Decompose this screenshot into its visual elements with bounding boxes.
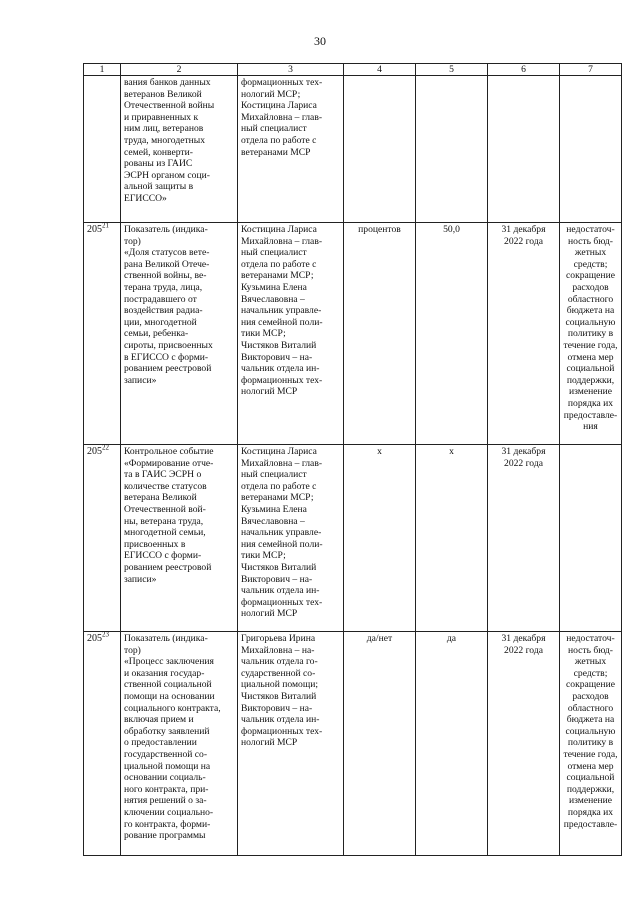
row-number: $205^{22}$ <box>84 445 121 632</box>
table-row <box>84 445 622 632</box>
measure-name: Показатель (индика- тор) «Доля статусов вете- рана Великой Отече- ственной войны, ве- терана труда, лица, пострадавшего от воздействия радиа- ции, многодетной семьи, ребенка- сироты, присвоенных в ЕГИССО с форми- рованием реестровой записи» <box>121 223 238 445</box>
deadline-cell: 31 декабря 2022 года <box>488 445 560 632</box>
deadline-cell: 31 декабря 2022 года <box>488 632 560 856</box>
responsible-person: Костицина Лариса Михайловна – глав- ный специалист отдела по работе с ветеранами МСР; Кузьмина Елена Вячеславовна – начальник управле- ния семейной поли- тики МСР; Чистяков Виталий Викторович – на- чальник отдела ин- формационных тех- нологий МСР <box>238 223 344 445</box>
value-cell: x <box>416 445 488 632</box>
unit-cell: процентов <box>344 223 416 445</box>
row-number <box>84 76 121 223</box>
unit-cell: x <box>344 445 416 632</box>
plan-table <box>83 63 622 856</box>
column-header: 6 <box>488 64 560 76</box>
column-header: 2 <box>121 64 238 76</box>
row-number: $205^{21}$ <box>84 223 121 445</box>
risks-cell: недостаточ- ность бюд- жетных средств; сокращение расходов областного бюджета на социальную политику в течение года, отмена мер социальной поддержки, изменение порядка их предоставле- ния <box>560 223 622 445</box>
unit-cell <box>344 76 416 223</box>
responsible-person: Григорьева Ирина Михайловна – на- чальник отдела го- сударственной со- циальной помощи; Чистяков Виталий Викторович – на- чальник отдела ин- формационных тех- нологий МСР <box>238 632 344 856</box>
table-row <box>84 76 622 223</box>
value-cell: 50,0 <box>416 223 488 445</box>
value-cell: да <box>416 632 488 856</box>
risks-cell <box>560 76 622 223</box>
page-number: 30 <box>314 34 326 48</box>
column-header: 4 <box>344 64 416 76</box>
measure-name: Показатель (индика- тор) «Процесс заключения и оказания государ- ственной социальной помощи на основании социального контракта, включая прием и обработку заявлений о предоставлении государственной со- циальной помощи на основании социаль- ного контракта, при- нятия решений о за- ключении социально- го контракта, форми- рование программы <box>121 632 238 856</box>
column-header: 1 <box>84 64 121 76</box>
unit-cell: да/нет <box>344 632 416 856</box>
risks-cell <box>560 445 622 632</box>
responsible-person: Костицина Лариса Михайловна – глав- ный специалист отдела по работе с ветеранами МСР; Кузьмина Елена Вячеславовна – начальник управле- ния семейной поли- тики МСР; Чистяков Виталий Викторович – на- чальник отдела ин- формационных тех- нологий МСР <box>238 445 344 632</box>
column-header: 7 <box>560 64 622 76</box>
header-row <box>84 64 622 76</box>
row-number: $205^{23}$ <box>84 632 121 856</box>
column-header: 3 <box>238 64 344 76</box>
measure-name: Контрольное событие «Формирование отче- та в ГАИС ЭСРН о количестве статусов ветерана Великой Отечественной вой- ны, ветерана труда, многодетной семьи, присвоенных в ЕГИССО с форми- рованием реестровой записи» <box>121 445 238 632</box>
responsible-person: формационных тех- нологий МСР; Костицина Лариса Михайловна – глав- ный специалист отдела по работе с ветеранами МСР <box>238 76 344 223</box>
column-header: 5 <box>416 64 488 76</box>
table-row <box>84 223 622 445</box>
deadline-cell <box>488 76 560 223</box>
value-cell <box>416 76 488 223</box>
table-row <box>84 632 622 856</box>
risks-cell: недостаточ- ность бюд- жетных средств; сокращение расходов областного бюджета на социальную политику в течение года, отмена мер социальной поддержки, изменение порядка их предоставле- <box>560 632 622 856</box>
measure-name: вания банков данных ветеранов Великой Отечественной войны и приравненных к ним лиц, ветеранов труда, многодетных семей, конверти- рованы из ГАИС ЭСРН органом соци- альной защиты в ЕГИССО» <box>121 76 238 223</box>
deadline-cell: 31 декабря 2022 года <box>488 223 560 445</box>
